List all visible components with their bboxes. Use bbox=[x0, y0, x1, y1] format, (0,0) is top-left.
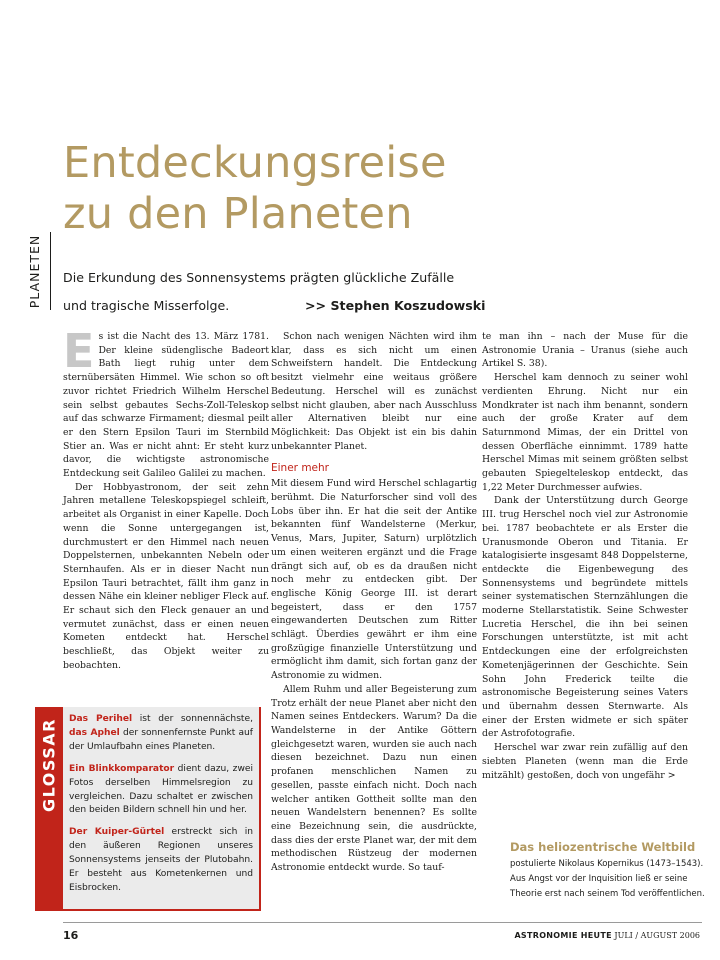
page-number: 16 bbox=[63, 929, 79, 942]
glossary-label: GLOSSAR bbox=[39, 718, 59, 812]
body-column-3 bbox=[482, 330, 688, 782]
paragraph: te man ihn – nach der Muse für die Astronomie Urania – Uranus (siehe auch Artikel S. 38). bbox=[482, 331, 688, 370]
section-subheading: Einer mehr bbox=[271, 462, 329, 475]
glossary-tab bbox=[35, 707, 63, 911]
glossary-text: der sonnenfernste Punkt auf der Umlaufbahn eines Planeten. bbox=[69, 727, 253, 752]
paragraph: Allem Ruhm und aller Begeisterung zum Trotz erhält der neue Planet aber nicht den Namen seines Entdeckers. Warum? Da die Wandelsterne in der Antike Göttern gleichgesetzt waren, wurden sie auch nach diesen bezeichnet. Dazu nun einen profanen menschlichen Namen zu gesellen, passte einfach nicht. Doch nach welcher antiken Gottheit sollte man den neuen Wandelstern benennen? Es sollte eine Bezeichnung sein, die ausdrückte, dass dies der erste Planet war, der mit dem methodischen Rüstzeug der modernen Astronomie entdeckt wurde. So tauf- bbox=[271, 683, 477, 874]
footer-publication bbox=[514, 931, 700, 940]
drop-cap: E bbox=[63, 324, 95, 378]
glossary-box bbox=[63, 707, 261, 911]
info-box bbox=[510, 840, 710, 902]
glossary-entry-kuiper bbox=[69, 826, 253, 896]
glossary-term: Das Perihel bbox=[69, 714, 133, 724]
title-line-1: Entdeckungsreise bbox=[63, 138, 447, 188]
info-box-text: postulierte Nikolaus Kopernikus (1473–1543). Aus Angst vor der Inquisition ließ er seine Theorie erst nach seinem Tod veröffentlichen. bbox=[510, 859, 705, 899]
glossary-text: dient dazu, zwei Fotos derselben Himmelsregion zu vergleichen. Dazu schaltet er zwischen den beiden Bildern schnell hin und her. bbox=[69, 763, 254, 816]
glossary-text: erstreckt sich in den äußeren Regionen unseres Sonnensystems jenseits der Plutobahn. Er besteht aus Kometenkernen und Eisbrocken. bbox=[69, 827, 253, 893]
section-label bbox=[22, 232, 48, 310]
glossary-term: Der Kuiper-Gürtel bbox=[69, 827, 165, 838]
magazine-name: ASTRONOMIE HEUTE bbox=[514, 931, 612, 940]
paragraph: Mit diesem Fund wird Herschel schlagartig berühmt. Die Naturforscher sind voll des Lobs über ihn. Er hat die seit der Antike bekannten fünf Wandelsterne (Merkur, Venus, Mars, Jupiter, Saturn) urplötzlich um einen weiteren ergänzt und die Frage drängt sich auf, ob es da draußen nicht noch mehr zu entdecken gibt. Der englische König George III. ist derart begeistert, dass er den 1757 eingewanderten Deutschen zum Ritter schlägt. Überdies gewährt er ihm eine großzügige finanzielle Unterstützung und ermöglicht ihm damit, sich fortan ganz der Astronomie zu widmen. bbox=[271, 478, 477, 682]
paragraph bbox=[63, 324, 269, 481]
paragraph-text: s ist die Nacht des 13. März 1781. Der kleine südenglische Badeort Bath liegt ruhig unter dem sternübersäten Himmel. Wie schon so oft zuvor richtet Friedrich Wilhelm Herschel sein selbst gebautes Sechs-Zoll-Teleskop auf das schwarze Firmament; diesmal peilt er den Stern Epsilon Tauri im Sternbild Stier an. Was er nicht ahnt: Er steht kurz davor, die wichtigste astronomische Entdeckung seit Galileo Galilei zu machen. bbox=[63, 331, 269, 480]
glossary-term: das Aphel bbox=[69, 727, 120, 738]
title-line-2: zu den Planeten bbox=[63, 189, 413, 239]
subtitle-line-1: Die Erkundung des Sonnensystems prägten glückliche Zufälle bbox=[63, 270, 455, 285]
paragraph: Herschel war zwar rein zufällig auf den siebten Planeten (wenn man die Erde mitzählt) gestoßen, doch von ungefähr > bbox=[482, 742, 688, 781]
article-title bbox=[63, 138, 663, 240]
glossary-term: Ein Blinkkomparator bbox=[69, 763, 175, 774]
paragraph: Der Hobbyastronom, der seit zehn Jahren metallene Teleskopspiegel schleift, arbeitet als Organist in einer Kapelle. Doch wenn die Sonne untergegangen ist, durchmustert er den Himmel nach neuen Doppelsternen, unbekannten Nebeln oder Sternhaufen. Als er in dieser Nacht nun Epsilon Tauri betrachtet, fällt ihm ganz in dessen Nähe ein kleiner nebliger Fleck auf. Er schaut sich den Fleck genauer an und vermutet zunächst, dass er einen neuen Kometen entdeckt hat. Herschel beschließt, das Objekt weiter zu beobachten. bbox=[63, 481, 269, 671]
body-column-2 bbox=[271, 330, 477, 875]
footer-divider bbox=[63, 922, 702, 923]
info-box-heading: Das heliozentrische Weltbild bbox=[510, 840, 696, 854]
paragraph: Herschel kam dennoch zu seiner wohl verdienten Ehrung. Nicht nur ein Mondkrater ist nach ihm benannt, sondern auch der große Krater auf dem Saturnmond Mimas, der ein Drittel von dessen Oberfläche einnimmt. 1789 hatte Herschel Mimas mit seinem größten selbst gebauten Spiegelteleskop entdeckt, das 1,22 Meter Durchmesser aufwies. bbox=[482, 372, 688, 493]
paragraph: Schon nach wenigen Nächten wird ihm klar, dass es sich nicht um einen Schweifstern handelt. Die Entdeckung besitzt vielmehr eine weitaus größere Bedeutung. Herschel will es zunächst selbst nicht glauben, aber nach Ausschluss aller Alternativen bleibt nur eine Möglichkeit: Das Objekt ist ein bis dahin unbekannter Planet. bbox=[271, 331, 477, 452]
glossary-entry-perihel bbox=[69, 713, 253, 755]
section-divider bbox=[50, 232, 51, 310]
subtitle-line-2: und tragische Misserfolge. bbox=[63, 298, 230, 313]
article-subtitle bbox=[63, 264, 493, 320]
section-label-text: PLANETEN bbox=[27, 234, 43, 308]
body-column-1 bbox=[63, 324, 269, 700]
glossary-text: ist der sonnennächste, bbox=[132, 714, 253, 724]
issue-date: JULI / AUGUST 2006 bbox=[611, 931, 700, 940]
author-byline: >> Stephen Koszudowski bbox=[305, 298, 486, 313]
paragraph: Dank der Unterstützung durch George III. trug Herschel noch viel zur Astronomie bei. 1787 beobachtete er als Erster die Uranusmonde Oberon und Titania. Er katalogisierte insgesamt 848 Doppelsterne, entdeckte die Eigenbewegung des Sonnensystems und begründete mittels seiner systematischen Sternzählungen die moderne Stellarstatistik. Seine Schwester Lucretia Herschel, die ihn bei seinen Forschungen unterstützte, ist mit acht Entdeckungen eine der erfolgreichsten Kometenjägerinnen der Geschichte. Sein Sohn John Frederick teilte die astronomische Begeisterung seines Vaters und übernahm dessen Sternwarte. Als einer der Ersten widmete er sich später der Astrofotografie. bbox=[482, 495, 688, 740]
glossary-entry-blinkkomparator bbox=[69, 763, 253, 819]
